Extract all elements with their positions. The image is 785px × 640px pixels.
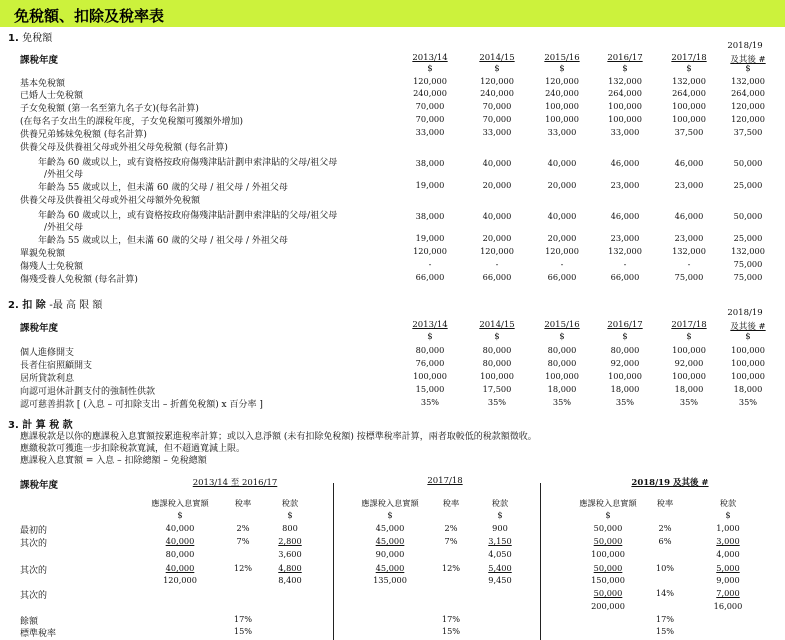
- deduction-value: 35%: [738, 397, 758, 407]
- section-2-year-6: [718, 320, 778, 332]
- bracket-rate: 10%: [655, 563, 675, 573]
- allowance-value: 20,000: [482, 180, 512, 190]
- section-1-heading: [8, 29, 52, 44]
- income-header-2: 應課稅入息實額: [361, 498, 419, 508]
- deduction-row-label: 向認可退休計劃支付的強制性供款: [20, 387, 156, 397]
- rate-header-2: 稅率: [442, 498, 460, 508]
- allowance-value: 75,000: [733, 272, 763, 282]
- section-1-year-label-3: 2015/16: [544, 53, 580, 63]
- deduction-value: 100,000: [672, 371, 706, 381]
- tax-currency-2: $: [497, 510, 503, 520]
- section-2-year-4: [595, 320, 655, 330]
- allowance-value: 46,000: [610, 211, 640, 221]
- section-2-year-label-5: 2017/18: [671, 320, 707, 330]
- group-divider-1: [333, 483, 334, 640]
- deduction-row-label: 居所貸款利息: [20, 374, 75, 384]
- allowance-value: 37,500: [674, 127, 704, 137]
- tax-header-2: 稅款: [491, 498, 509, 508]
- section-1-year-4: [595, 53, 655, 63]
- allowance-row-label: 年齡為 55 歲或以上，但未滿 60 歲的父母 / 祖父母 / 外祖父母: [38, 183, 288, 193]
- section-3-heading: 3. 計 算 稅 款: [8, 420, 73, 431]
- allowance-value: 33,000: [482, 127, 512, 137]
- standard-rate: 15%: [233, 626, 253, 636]
- tax-header-3: 稅款: [719, 498, 737, 508]
- bracket-income: 200,000: [591, 601, 625, 611]
- bracket-rate: 14%: [655, 588, 675, 598]
- allowance-row-label: 傷殘人士免稅額: [20, 262, 84, 272]
- section-1-year-label-4: 2016/17: [607, 53, 643, 63]
- section-1-currency-3: $: [559, 64, 565, 74]
- deduction-value: 100,000: [672, 345, 706, 355]
- deduction-value: 35%: [679, 397, 699, 407]
- allowance-value: -: [560, 259, 564, 269]
- bracket-tax: 4,000: [716, 549, 740, 559]
- allowance-value: 132,000: [608, 76, 642, 86]
- section-2-currency-1: $: [427, 332, 433, 342]
- section-1-year-label-5: 2017/18: [671, 53, 707, 63]
- allowance-row-label-cont: /外祖父母: [44, 223, 84, 233]
- section-1-currency-6: $: [745, 64, 751, 74]
- rate-header-1: 稅率: [234, 498, 252, 508]
- allowance-value: 120,000: [480, 246, 514, 256]
- allowance-value: 70,000: [482, 114, 512, 124]
- allowance-value: 50,000: [733, 211, 763, 221]
- bracket-tax: 5,000: [716, 563, 740, 573]
- deduction-value: 15,000: [415, 384, 445, 394]
- section-2-table-head: 課稅年度: [20, 323, 59, 334]
- bracket-rate: 12%: [441, 563, 461, 573]
- deduction-value: 100,000: [731, 358, 765, 368]
- income-header-3: 應課稅入息實額: [579, 498, 637, 508]
- allowance-value: 100,000: [545, 114, 579, 124]
- allowance-value: 66,000: [547, 272, 577, 282]
- section-1-currency-1: $: [427, 64, 433, 74]
- allowance-value: 132,000: [608, 246, 642, 256]
- deduction-value: 100,000: [731, 371, 765, 381]
- section-1-currency-4: $: [622, 64, 628, 74]
- section-2-title: 2. 扣 除: [8, 300, 46, 311]
- allowance-value: 20,000: [547, 233, 577, 243]
- section-2-subtitle: -最 高 限 額: [49, 300, 103, 311]
- section-2-currency-2: $: [494, 332, 500, 342]
- allowance-row-label: 已婚人士免稅額: [20, 91, 84, 101]
- bracket-tax: 8,400: [278, 575, 302, 585]
- section-2-year-2: [467, 320, 527, 330]
- bracket-tax: 7,000: [716, 588, 740, 598]
- bracket-tax: 3,600: [278, 549, 302, 559]
- bracket-row-label: 其次的: [20, 539, 48, 549]
- bracket-row-label: 最初的: [20, 526, 48, 536]
- income-currency-3: $: [605, 510, 611, 520]
- allowance-value: 100,000: [545, 101, 579, 111]
- allowance-value: 70,000: [415, 114, 445, 124]
- income-currency-1: $: [177, 510, 183, 520]
- allowance-value: 33,000: [547, 127, 577, 137]
- section-2-year-label-2: 2014/15: [479, 320, 515, 330]
- deduction-row-label: 長者住宿照顧開支: [20, 361, 93, 371]
- allowance-value: 23,000: [674, 233, 704, 243]
- bracket-rate: 7%: [236, 536, 250, 546]
- group-divider-2: [540, 483, 541, 640]
- section-1-year-prefix: 2018/19: [727, 41, 763, 51]
- balance-rate: 17%: [441, 614, 461, 624]
- section-3-group-3: 2018/19 及其後 #: [631, 478, 709, 488]
- allowance-row-label: 供養兄弟姊妹免稅額 (每名計算): [20, 130, 147, 140]
- section-1-year-label-2: 2014/15: [479, 53, 515, 63]
- bracket-tax: 900: [492, 523, 508, 533]
- bracket-income: 150,000: [591, 575, 625, 585]
- bracket-income: 40,000: [165, 563, 195, 573]
- allowance-value: 240,000: [545, 88, 579, 98]
- allowance-value: 46,000: [610, 158, 640, 168]
- allowance-value: 120,000: [413, 76, 447, 86]
- bracket-income: 100,000: [591, 549, 625, 559]
- allowance-value: 132,000: [731, 246, 765, 256]
- allowance-value: 132,000: [672, 76, 706, 86]
- income-currency-2: $: [387, 510, 393, 520]
- allowance-value: 40,000: [482, 158, 512, 168]
- allowance-row-label: 基本免稅額: [20, 79, 66, 89]
- allowance-value: 40,000: [482, 211, 512, 221]
- section-1-subtitle: 免稅額: [22, 33, 53, 44]
- rate-header-3: 稅率: [656, 498, 674, 508]
- allowance-value: 20,000: [547, 180, 577, 190]
- deduction-value: 100,000: [413, 371, 447, 381]
- allowance-value: 120,000: [731, 114, 765, 124]
- section-2-currency-3: $: [559, 332, 565, 342]
- allowance-value: 100,000: [672, 114, 706, 124]
- allowance-value: 40,000: [547, 158, 577, 168]
- section-2-year-label-4: 2016/17: [607, 320, 643, 330]
- allowance-value: 25,000: [733, 180, 763, 190]
- allowance-row-label: 年齡為 55 歲或以上，但未滿 60 歲的父母 / 祖父母 / 外祖父母: [38, 236, 288, 246]
- bracket-tax: 2,800: [278, 536, 302, 546]
- bracket-rate: 2%: [236, 523, 250, 533]
- bracket-rate: 2%: [444, 523, 458, 533]
- deduction-value: 92,000: [674, 358, 704, 368]
- bracket-row-label: 標準稅率: [20, 629, 57, 639]
- standard-rate: 15%: [441, 626, 461, 636]
- deduction-row-label: 個人進修開支: [20, 348, 75, 358]
- bracket-rate: 2%: [658, 523, 672, 533]
- allowance-value: 37,500: [733, 127, 763, 137]
- section-1-number: 1.: [8, 33, 19, 44]
- bracket-row-label: 餘額: [20, 617, 39, 627]
- allowance-value: 46,000: [674, 211, 704, 221]
- balance-rate: 17%: [233, 614, 253, 624]
- section-2-year-1: [400, 320, 460, 330]
- section-2-year-label-1: 2013/14: [412, 320, 448, 330]
- section-1-year-label-1: 2013/14: [412, 53, 448, 63]
- bracket-tax: 1,000: [716, 523, 740, 533]
- bracket-income: 50,000: [593, 523, 623, 533]
- allowance-value: 66,000: [415, 272, 445, 282]
- allowance-row-label: (在每名子女出生的課稅年度，子女免稅額可獲額外增加): [20, 117, 244, 127]
- allowance-value: 132,000: [731, 76, 765, 86]
- bracket-tax: 9,000: [716, 575, 740, 585]
- section-2-year-3: [532, 320, 592, 330]
- allowance-value: 240,000: [413, 88, 447, 98]
- deduction-value: 80,000: [547, 345, 577, 355]
- deduction-value: 80,000: [482, 345, 512, 355]
- allowance-value: 75,000: [674, 272, 704, 282]
- allowance-value: 19,000: [415, 233, 445, 243]
- section-2-year-label-3: 2015/16: [544, 320, 580, 330]
- deduction-value: 100,000: [545, 371, 579, 381]
- allowance-row-label: 供養父母及供養祖父母或外祖父母額外免稅額: [20, 196, 201, 206]
- bracket-rate: 6%: [658, 536, 672, 546]
- section-2-currency-6: $: [745, 332, 751, 342]
- allowance-value: 23,000: [610, 233, 640, 243]
- allowance-value: -: [687, 259, 691, 269]
- title-bar: [0, 0, 785, 27]
- section-1-table-head: 課稅年度: [20, 55, 59, 66]
- allowance-value: 33,000: [415, 127, 445, 137]
- section-3-note-1: 應課稅款是以你的應課稅入息實額按累進稅率計算；或以入息淨額 (未有扣除免稅額) 按標準稅率計算，兩者取較低的稅款額徵收。: [20, 432, 537, 442]
- allowance-value: 264,000: [672, 88, 706, 98]
- allowance-value: -: [495, 259, 499, 269]
- bracket-tax: 3,000: [716, 536, 740, 546]
- deduction-value: 35%: [552, 397, 572, 407]
- allowance-value: 100,000: [672, 101, 706, 111]
- bracket-income: 45,000: [375, 563, 405, 573]
- bracket-tax: 5,400: [488, 563, 512, 573]
- section-3-note-3: 應課稅入息實額 = 入息 – 扣除總額 – 免稅總額: [20, 456, 207, 466]
- section-3-group-2: 2017/18: [427, 476, 463, 486]
- allowance-row-label: 單親免稅額: [20, 249, 66, 259]
- allowance-value: 120,000: [545, 246, 579, 256]
- deduction-value: 18,000: [547, 384, 577, 394]
- deduction-value: 76,000: [415, 358, 445, 368]
- allowance-value: 40,000: [547, 211, 577, 221]
- section-1-year-label-6: 及其後 #: [730, 55, 766, 65]
- tax-currency-1: $: [287, 510, 293, 520]
- deduction-value: 18,000: [733, 384, 763, 394]
- allowance-row-label: 供養父母及供養祖父母或外祖父母免稅額 (每名計算): [20, 143, 228, 153]
- allowance-row-label: 年齡為 60 歲或以上，或有資格按政府傷殘津貼計劃申索津貼的父母/祖父母: [38, 158, 338, 168]
- bracket-tax: 800: [282, 523, 298, 533]
- section-1-currency-5: $: [686, 64, 692, 74]
- section-1-year-2: [467, 53, 527, 63]
- allowance-value: 50,000: [733, 158, 763, 168]
- section-1-year-1: [400, 53, 460, 63]
- allowance-value: 38,000: [415, 211, 445, 221]
- bracket-rate: 7%: [444, 536, 458, 546]
- deduction-value: 35%: [487, 397, 507, 407]
- bracket-income: 90,000: [375, 549, 405, 559]
- bracket-income: 50,000: [593, 536, 623, 546]
- allowance-value: 120,000: [480, 76, 514, 86]
- allowance-value: 46,000: [674, 158, 704, 168]
- income-header-1: 應課稅入息實額: [151, 498, 209, 508]
- tax-header-1: 稅款: [281, 498, 299, 508]
- allowance-value: 240,000: [480, 88, 514, 98]
- bracket-rate: 12%: [233, 563, 253, 573]
- section-2-year-5: [659, 320, 719, 330]
- allowance-value: 38,000: [415, 158, 445, 168]
- allowance-value: 70,000: [482, 101, 512, 111]
- bracket-tax: 3,150: [488, 536, 512, 546]
- deduction-value: 100,000: [731, 345, 765, 355]
- allowance-value: 23,000: [610, 180, 640, 190]
- bracket-tax: 9,450: [488, 575, 512, 585]
- section-1-year-3: [532, 53, 592, 63]
- deduction-value: 18,000: [674, 384, 704, 394]
- allowance-row-label: 子女免稅額 (第一名至第九名子女)(每名計算): [20, 104, 199, 114]
- allowance-value: 20,000: [482, 233, 512, 243]
- allowance-value: -: [623, 259, 627, 269]
- bracket-income: 120,000: [163, 575, 197, 585]
- allowance-value: 75,000: [733, 259, 763, 269]
- bracket-income: 135,000: [373, 575, 407, 585]
- allowance-value: 100,000: [608, 114, 642, 124]
- bracket-income: 45,000: [375, 523, 405, 533]
- deduction-value: 80,000: [547, 358, 577, 368]
- allowance-value: 25,000: [733, 233, 763, 243]
- deduction-value: 80,000: [415, 345, 445, 355]
- allowance-value: 264,000: [608, 88, 642, 98]
- section-2-heading: [8, 296, 102, 311]
- deduction-value: 80,000: [610, 345, 640, 355]
- section-2-currency-4: $: [622, 332, 628, 342]
- section-3-group-1: 2013/14 至 2016/17: [192, 478, 278, 488]
- section-2-year-label-6: 及其後 #: [730, 322, 766, 332]
- page-title: 免稅額、扣除及稅率表: [14, 7, 165, 25]
- deduction-value: 100,000: [608, 371, 642, 381]
- allowance-value: 66,000: [482, 272, 512, 282]
- bracket-row-label: 其次的: [20, 591, 48, 601]
- allowance-value: 23,000: [674, 180, 704, 190]
- deduction-value: 35%: [420, 397, 440, 407]
- allowance-value: 66,000: [610, 272, 640, 282]
- section-2-currency-5: $: [686, 332, 692, 342]
- bracket-income: 80,000: [165, 549, 195, 559]
- deduction-value: 92,000: [610, 358, 640, 368]
- bracket-row-label: 其次的: [20, 566, 48, 576]
- deduction-value: 17,500: [482, 384, 512, 394]
- allowance-value: 120,000: [545, 76, 579, 86]
- allowance-value: -: [428, 259, 432, 269]
- allowance-value: 70,000: [415, 101, 445, 111]
- allowance-row-label: 傷殘受養人免稅額 (每名計算): [20, 275, 138, 285]
- bracket-tax: 4,800: [278, 563, 302, 573]
- tax-currency-3: $: [725, 510, 731, 520]
- deduction-value: 18,000: [610, 384, 640, 394]
- section-2-year-prefix: 2018/19: [727, 308, 763, 318]
- deduction-value: 35%: [615, 397, 635, 407]
- section-1-currency-2: $: [494, 64, 500, 74]
- standard-rate: 15%: [655, 626, 675, 636]
- allowance-value: 120,000: [413, 246, 447, 256]
- deduction-row-label: 認可慈善捐款 [ (入息 – 可扣除支出 – 折舊免稅額) x 百分率 ]: [20, 400, 263, 410]
- bracket-income: 40,000: [165, 523, 195, 533]
- allowance-value: 33,000: [610, 127, 640, 137]
- section-1-year-5: [659, 53, 719, 63]
- bracket-income: 50,000: [593, 563, 623, 573]
- allowance-row-label-cont: /外祖父母: [44, 170, 84, 180]
- allowance-value: 100,000: [608, 101, 642, 111]
- allowance-value: 132,000: [672, 246, 706, 256]
- bracket-income: 50,000: [593, 588, 623, 598]
- deduction-value: 100,000: [480, 371, 514, 381]
- balance-rate: 17%: [655, 614, 675, 624]
- bracket-income: 40,000: [165, 536, 195, 546]
- allowance-value: 19,000: [415, 180, 445, 190]
- bracket-tax: 16,000: [713, 601, 743, 611]
- section-3-note-2: 應繳稅款可獲進一步扣除稅款寬減，但不超過寬減上限。: [20, 444, 246, 454]
- allowance-value: 120,000: [731, 101, 765, 111]
- bracket-income: 45,000: [375, 536, 405, 546]
- deduction-value: 80,000: [482, 358, 512, 368]
- section-3-table-head: 課稅年度: [20, 480, 59, 491]
- bracket-tax: 4,050: [488, 549, 512, 559]
- allowance-row-label: 年齡為 60 歲或以上，或有資格按政府傷殘津貼計劃申索津貼的父母/祖父母: [38, 211, 338, 221]
- allowance-value: 264,000: [731, 88, 765, 98]
